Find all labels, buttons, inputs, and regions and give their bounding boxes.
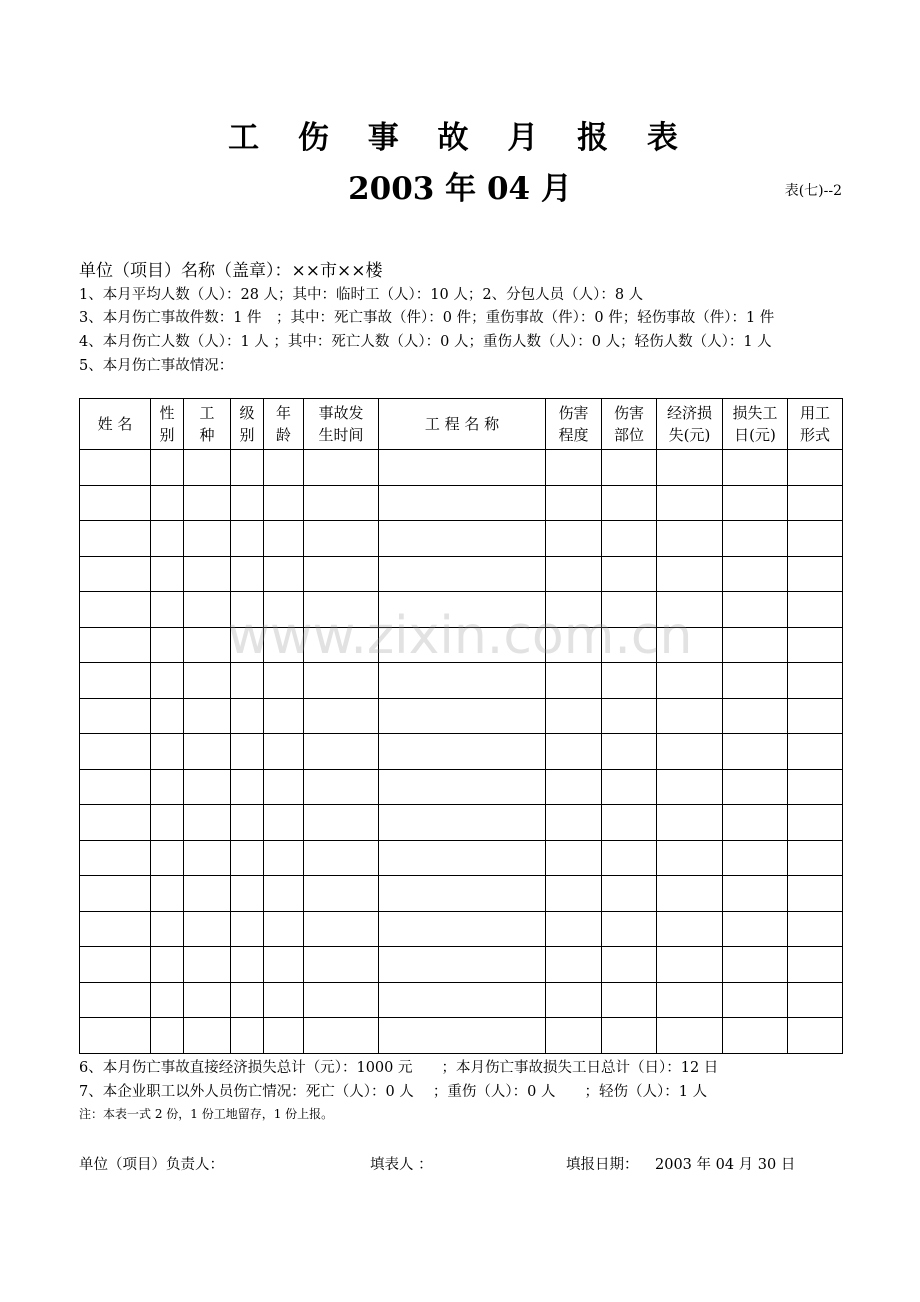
table-cell[interactable] [80, 592, 151, 628]
table-cell[interactable] [788, 698, 843, 734]
column-header [304, 399, 379, 450]
column-header [788, 399, 843, 450]
table-cell[interactable] [80, 769, 151, 805]
table-cell[interactable] [723, 734, 788, 770]
table-cell[interactable] [264, 556, 304, 592]
column-header [546, 399, 602, 450]
table-cell[interactable] [151, 663, 184, 699]
date-value: 2003 年 04 月 30 日 [655, 1157, 796, 1173]
table-cell[interactable] [184, 840, 231, 876]
table-cell[interactable] [788, 911, 843, 947]
table-cell[interactable] [602, 876, 657, 912]
table-cell[interactable] [264, 947, 304, 983]
table-cell[interactable] [80, 556, 151, 592]
table-cell[interactable] [723, 450, 788, 486]
table-cell[interactable] [788, 982, 843, 1018]
table-cell[interactable] [184, 911, 231, 947]
table-cell[interactable] [304, 982, 379, 1018]
info-line-5: 5、本月伤亡事故情况： [79, 358, 234, 374]
footer-line-6: 6、本月伤亡事故直接经济损失总计（元）：1000 元 ；本月伤亡事故损失工日总计（日）：12 日 [79, 1060, 719, 1076]
table-cell[interactable] [80, 876, 151, 912]
table-cell[interactable] [304, 698, 379, 734]
table-cell[interactable] [231, 485, 264, 521]
table-cell[interactable] [231, 947, 264, 983]
table-cell[interactable] [80, 840, 151, 876]
table-cell[interactable] [80, 485, 151, 521]
table-cell[interactable] [723, 556, 788, 592]
table-cell[interactable] [788, 805, 843, 841]
column-header-top: 经济损 [666, 404, 712, 422]
table-cell[interactable] [657, 911, 723, 947]
table-cell[interactable] [231, 698, 264, 734]
table-cell[interactable] [231, 769, 264, 805]
footer-line-7: 7、本企业职工以外人员伤亡情况：死亡（人）：0 人 ；重伤（人）：0 人 ；轻伤（人）：1 人 [79, 1084, 708, 1100]
table-cell[interactable] [184, 521, 231, 557]
table-cell[interactable] [723, 1018, 788, 1054]
table-cell[interactable] [546, 840, 602, 876]
table-cell[interactable] [379, 663, 546, 699]
accident-table [79, 398, 843, 1054]
column-header [264, 399, 304, 450]
column-header-bottom: 日(元) [734, 426, 776, 444]
table-row [80, 805, 843, 841]
table-cell[interactable] [657, 1018, 723, 1054]
column-header-bottom: 形式 [799, 426, 830, 444]
table-cell[interactable] [184, 1018, 231, 1054]
table-cell[interactable] [151, 876, 184, 912]
column-header-top: 事故发 [318, 404, 364, 422]
table-cell[interactable] [264, 805, 304, 841]
table-cell[interactable] [304, 485, 379, 521]
column-header [723, 399, 788, 450]
table-cell[interactable] [379, 947, 546, 983]
table-cell[interactable] [304, 521, 379, 557]
report-period: 2003 年 04 月 [348, 171, 572, 207]
table-cell[interactable] [264, 698, 304, 734]
table-cell[interactable] [184, 485, 231, 521]
column-header-bottom: 程度 [558, 426, 589, 444]
column-header-bottom: 龄 [275, 426, 291, 444]
table-cell[interactable] [788, 840, 843, 876]
table-body [80, 450, 843, 1054]
table-cell[interactable] [379, 556, 546, 592]
table-cell[interactable] [546, 556, 602, 592]
info-line-3: 3、本月伤亡事故件数：1 件 ；其中：死亡事故（件）：0 件；重伤事故（件）：0 件；轻伤事故（件）：1 件 [79, 310, 775, 326]
table-cell[interactable] [231, 663, 264, 699]
table-cell[interactable] [264, 911, 304, 947]
table-cell[interactable] [723, 876, 788, 912]
table-cell[interactable] [723, 911, 788, 947]
table-row [80, 627, 843, 663]
table-row [80, 450, 843, 486]
table-cell[interactable] [602, 840, 657, 876]
table-cell[interactable] [788, 876, 843, 912]
table-cell[interactable] [304, 769, 379, 805]
table-row [80, 663, 843, 699]
table-cell[interactable] [546, 947, 602, 983]
table-cell[interactable] [379, 769, 546, 805]
table-cell[interactable] [379, 1018, 546, 1054]
table-cell[interactable] [231, 911, 264, 947]
table-cell[interactable] [231, 521, 264, 557]
column-header [151, 399, 184, 450]
table-cell[interactable] [788, 947, 843, 983]
column-header [657, 399, 723, 450]
table-cell[interactable] [231, 982, 264, 1018]
table-cell[interactable] [546, 485, 602, 521]
table-cell[interactable] [788, 592, 843, 628]
table-cell[interactable] [304, 556, 379, 592]
table-cell[interactable] [264, 1018, 304, 1054]
table-row [80, 840, 843, 876]
table-cell[interactable] [184, 769, 231, 805]
table-cell[interactable] [602, 450, 657, 486]
table-cell[interactable] [379, 734, 546, 770]
table-cell[interactable] [304, 734, 379, 770]
table-cell[interactable] [231, 592, 264, 628]
table-row [80, 698, 843, 734]
table-cell[interactable] [657, 592, 723, 628]
table-cell[interactable] [379, 911, 546, 947]
table-cell[interactable] [264, 663, 304, 699]
table-cell[interactable] [304, 911, 379, 947]
table-cell[interactable] [657, 521, 723, 557]
table-cell[interactable] [379, 485, 546, 521]
table-cell[interactable] [546, 627, 602, 663]
table-cell[interactable] [304, 947, 379, 983]
table-cell[interactable] [546, 734, 602, 770]
column-header-top: 损失工 [732, 404, 778, 422]
table-cell[interactable] [184, 876, 231, 912]
table-cell[interactable] [546, 698, 602, 734]
column-header-top: 伤害 [558, 404, 589, 422]
table-cell[interactable] [151, 947, 184, 983]
table-cell[interactable] [304, 450, 379, 486]
table-cell[interactable] [602, 982, 657, 1018]
table-cell[interactable] [657, 450, 723, 486]
column-header-top: 工 [199, 404, 215, 422]
table-cell[interactable] [602, 663, 657, 699]
table-cell[interactable] [264, 982, 304, 1018]
table-cell[interactable] [546, 769, 602, 805]
table-cell[interactable] [80, 982, 151, 1018]
info-line-1: 1、本月平均人数（人）：28 人；其中：临时工（人）：10 人；2、分包人员（人）：8 人 [79, 287, 644, 303]
table-cell[interactable] [788, 450, 843, 486]
table-cell[interactable] [151, 627, 184, 663]
table-row [80, 947, 843, 983]
table-cell[interactable] [304, 1018, 379, 1054]
table-cell[interactable] [184, 698, 231, 734]
table-row [80, 1018, 843, 1054]
table-cell[interactable] [151, 734, 184, 770]
table-cell[interactable] [602, 911, 657, 947]
table-cell[interactable] [264, 592, 304, 628]
table-cell[interactable] [602, 769, 657, 805]
table-cell[interactable] [602, 947, 657, 983]
table-row [80, 876, 843, 912]
table-row [80, 556, 843, 592]
table-cell[interactable] [264, 840, 304, 876]
column-header [602, 399, 657, 450]
table-cell[interactable] [80, 450, 151, 486]
table-cell[interactable] [264, 876, 304, 912]
table-cell[interactable] [546, 982, 602, 1018]
table-row [80, 521, 843, 557]
table-row [80, 769, 843, 805]
table-cell[interactable] [602, 805, 657, 841]
table-row [80, 592, 843, 628]
table-cell[interactable] [657, 663, 723, 699]
table-cell[interactable] [546, 1018, 602, 1054]
table-cell[interactable] [723, 947, 788, 983]
table-cell[interactable] [657, 982, 723, 1018]
column-header [184, 399, 231, 450]
table-cell[interactable] [304, 663, 379, 699]
table-cell[interactable] [657, 805, 723, 841]
column-header-bottom: 别 [239, 426, 255, 444]
table-cell[interactable] [602, 592, 657, 628]
table-cell[interactable] [723, 805, 788, 841]
table-cell[interactable] [657, 698, 723, 734]
table-cell[interactable] [788, 521, 843, 557]
table-cell[interactable] [602, 698, 657, 734]
table-cell[interactable] [723, 769, 788, 805]
table-cell[interactable] [231, 627, 264, 663]
table-cell[interactable] [546, 663, 602, 699]
table-cell[interactable] [264, 485, 304, 521]
report-title: 工 伤 事 故 月 报 表 [228, 120, 692, 156]
table-cell[interactable] [602, 627, 657, 663]
footer-note: 注：本表一式 2 份，1 份工地留存，1 份上报。 [79, 1107, 334, 1121]
table-cell[interactable] [151, 769, 184, 805]
table-cell[interactable] [151, 556, 184, 592]
table-cell[interactable] [151, 698, 184, 734]
signer-label: 单位（项目）负责人： [79, 1157, 224, 1173]
table-cell[interactable] [264, 521, 304, 557]
table-cell[interactable] [788, 1018, 843, 1054]
table-cell[interactable] [788, 627, 843, 663]
table-cell[interactable] [723, 485, 788, 521]
table-cell[interactable] [80, 734, 151, 770]
table-cell[interactable] [80, 805, 151, 841]
table-cell[interactable] [80, 627, 151, 663]
column-header-top: 用工 [799, 404, 830, 422]
table-cell[interactable] [264, 627, 304, 663]
table-cell[interactable] [151, 592, 184, 628]
table-cell[interactable] [80, 521, 151, 557]
table-cell[interactable] [184, 556, 231, 592]
column-header-bottom: 部位 [613, 426, 644, 444]
table-cell[interactable] [184, 805, 231, 841]
table-cell[interactable] [657, 840, 723, 876]
table-cell[interactable] [602, 485, 657, 521]
table-cell[interactable] [657, 485, 723, 521]
table-cell[interactable] [602, 734, 657, 770]
column-header-bottom: 生时间 [318, 426, 364, 444]
table-cell[interactable] [231, 805, 264, 841]
table-cell[interactable] [304, 592, 379, 628]
table-cell[interactable] [723, 698, 788, 734]
column-header-bottom: 种 [199, 426, 215, 444]
table-cell[interactable] [379, 840, 546, 876]
table-cell[interactable] [788, 663, 843, 699]
date-label: 填报日期： [566, 1157, 639, 1173]
table-cell[interactable] [788, 485, 843, 521]
table-cell[interactable] [151, 485, 184, 521]
filler-label: 填表人 ： [370, 1157, 433, 1173]
table-cell[interactable] [151, 911, 184, 947]
table-cell[interactable] [657, 627, 723, 663]
table-cell[interactable] [231, 1018, 264, 1054]
table-cell[interactable] [231, 450, 264, 486]
table-row [80, 982, 843, 1018]
table-header-row [80, 399, 843, 450]
table-cell[interactable] [657, 876, 723, 912]
table-cell[interactable] [602, 556, 657, 592]
table-cell[interactable] [723, 663, 788, 699]
table-cell[interactable] [546, 592, 602, 628]
table-cell[interactable] [379, 627, 546, 663]
table-cell[interactable] [546, 521, 602, 557]
column-header [379, 399, 546, 450]
column-header-top: 级 [239, 404, 255, 422]
table-cell[interactable] [80, 911, 151, 947]
table-cell[interactable] [264, 734, 304, 770]
table-cell[interactable] [231, 556, 264, 592]
table-cell[interactable] [184, 947, 231, 983]
table-cell[interactable] [151, 450, 184, 486]
table-cell[interactable] [546, 805, 602, 841]
unit-name-line: 单位（项目）名称（盖章）：××市××楼 [79, 261, 383, 281]
column-header [231, 399, 264, 450]
table-cell[interactable] [304, 840, 379, 876]
table-cell[interactable] [788, 734, 843, 770]
table-cell[interactable] [151, 840, 184, 876]
column-header [80, 399, 151, 450]
table-row [80, 911, 843, 947]
table-cell[interactable] [788, 769, 843, 805]
table-cell[interactable] [184, 592, 231, 628]
table-cell[interactable] [723, 627, 788, 663]
table-cell[interactable] [80, 698, 151, 734]
table-cell[interactable] [231, 734, 264, 770]
table-cell[interactable] [304, 876, 379, 912]
table-cell[interactable] [379, 805, 546, 841]
table-cell[interactable] [602, 521, 657, 557]
table-cell[interactable] [304, 627, 379, 663]
table-cell[interactable] [80, 663, 151, 699]
table-cell[interactable] [379, 521, 546, 557]
table-cell[interactable] [379, 592, 546, 628]
table-cell[interactable] [379, 698, 546, 734]
table-cell[interactable] [151, 521, 184, 557]
table-cell[interactable] [151, 805, 184, 841]
table-cell[interactable] [304, 805, 379, 841]
table-cell[interactable] [184, 663, 231, 699]
column-header-bottom: 失(元) [668, 426, 711, 444]
table-cell[interactable] [231, 876, 264, 912]
column-header-top: 伤害 [613, 404, 644, 422]
table-cell[interactable] [657, 734, 723, 770]
table-cell[interactable] [723, 840, 788, 876]
table-cell[interactable] [379, 982, 546, 1018]
table-row [80, 485, 843, 521]
table-cell[interactable] [264, 769, 304, 805]
table-cell[interactable] [546, 450, 602, 486]
table-cell[interactable] [80, 947, 151, 983]
table-cell[interactable] [657, 769, 723, 805]
table-cell[interactable] [723, 982, 788, 1018]
column-header-top: 性 [159, 404, 175, 422]
table-cell[interactable] [80, 1018, 151, 1054]
column-header-bottom: 别 [159, 426, 175, 444]
table-cell[interactable] [231, 840, 264, 876]
table-cell[interactable] [602, 1018, 657, 1054]
table-cell[interactable] [151, 982, 184, 1018]
table-cell[interactable] [657, 947, 723, 983]
table-cell[interactable] [264, 450, 304, 486]
table-cell[interactable] [723, 592, 788, 628]
table-cell[interactable] [723, 521, 788, 557]
column-header-top: 工 程 名 称 [424, 415, 500, 433]
table-cell[interactable] [184, 627, 231, 663]
column-header-top: 姓 名 [97, 415, 133, 433]
table-cell[interactable] [184, 982, 231, 1018]
table-cell[interactable] [379, 450, 546, 486]
table-cell[interactable] [184, 450, 231, 486]
table-cell[interactable] [151, 1018, 184, 1054]
watermark: www.zixin.com.cn [227, 606, 693, 666]
table-cell[interactable] [184, 734, 231, 770]
info-line-4: 4、本月伤亡人数（人）：1 人 ；其中：死亡人数（人）：0 人；重伤人数（人）：0 人；轻伤人数（人）：1 人 [79, 334, 772, 350]
table-row [80, 734, 843, 770]
column-header-top: 年 [275, 404, 291, 422]
table-cell[interactable] [379, 876, 546, 912]
table-cell[interactable] [546, 876, 602, 912]
form-number: 表(七)--2 [784, 183, 842, 199]
table-cell[interactable] [657, 556, 723, 592]
table-cell[interactable] [546, 911, 602, 947]
table-cell[interactable] [788, 556, 843, 592]
